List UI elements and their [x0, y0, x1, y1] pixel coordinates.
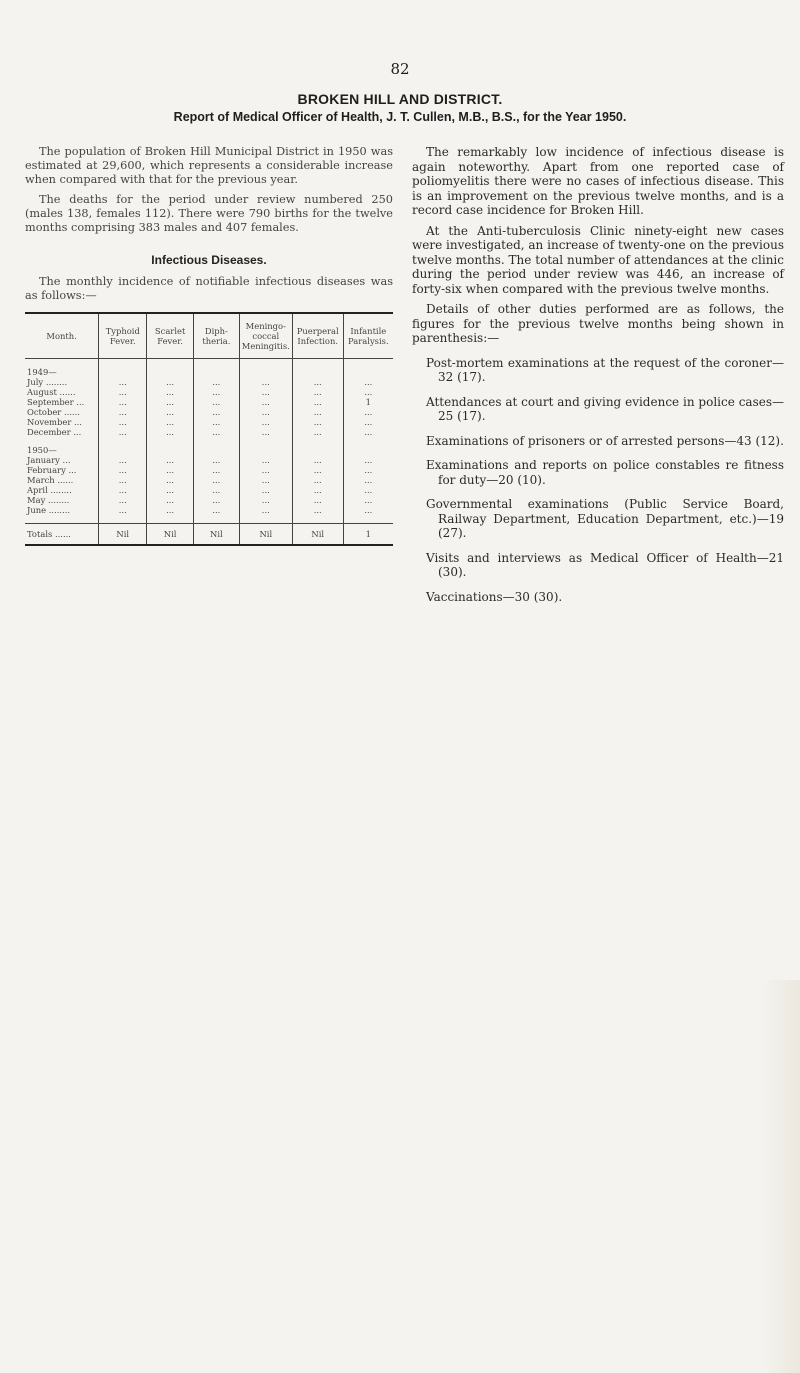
value-cell: ...	[239, 377, 292, 387]
table-row	[25, 465, 393, 475]
table-row	[25, 475, 393, 485]
month-cell: April ........	[27, 485, 72, 495]
value-cell: ...	[193, 505, 239, 515]
value-cell: ...	[292, 475, 343, 485]
table-row	[25, 455, 393, 465]
value-cell: ...	[239, 397, 292, 407]
value-cell: ...	[193, 455, 239, 465]
value-cell: ...	[239, 485, 292, 495]
value-cell: ...	[147, 475, 194, 485]
header-paralysis: Infantile Paralysis.	[343, 313, 393, 359]
value-cell: ...	[343, 417, 393, 427]
value-cell: ...	[193, 417, 239, 427]
table-row	[25, 505, 393, 515]
value-cell: ...	[147, 377, 194, 387]
table-year-row	[25, 367, 393, 377]
value-cell: ...	[343, 475, 393, 485]
month-cell: March ......	[27, 475, 74, 485]
value-cell: ...	[239, 407, 292, 417]
value-cell: ...	[239, 495, 292, 505]
value-cell: ...	[343, 407, 393, 417]
value-cell: ...	[292, 485, 343, 495]
value-cell: ...	[193, 397, 239, 407]
value-cell: ...	[239, 387, 292, 397]
value-cell: ...	[147, 465, 194, 475]
value-cell: ...	[343, 495, 393, 505]
incidence-intro-paragraph: The monthly incidence of notifiable infectious diseases was as follows:—	[25, 275, 393, 302]
totals-label: Totals ......	[25, 524, 99, 546]
value-cell: ...	[147, 495, 194, 505]
value-cell: ...	[147, 455, 194, 465]
total-cell: 1	[343, 524, 393, 546]
table-year-row	[25, 445, 393, 455]
value-cell: ...	[193, 485, 239, 495]
value-cell: ...	[343, 387, 393, 397]
duty-item: Vaccinations—30 (30).	[426, 589, 563, 604]
table-row	[25, 387, 393, 397]
value-cell: ...	[343, 465, 393, 475]
document-title: BROKEN HILL AND DISTRICT.	[297, 91, 503, 107]
header-puerperal: Puerperal Infection.	[292, 313, 343, 359]
month-cell: August ......	[27, 387, 76, 397]
value-cell: ...	[292, 505, 343, 515]
incidence-table	[25, 312, 393, 546]
duty-item: Examinations of prisoners or of arrested persons—43 (12).	[426, 433, 784, 448]
duty-item: Examinations and reports on police constables re fitness for duty—20 (10).	[426, 458, 784, 487]
value-cell: ...	[239, 417, 292, 427]
value-cell: ...	[343, 485, 393, 495]
incidence-remark-paragraph: The remarkably low incidence of infectious disease is again noteworthy. Apart from one reported case of poliomyelitis there were no cases of infectious disease. This is an improvement on the previous twelve months, and is a record case incidence for Broken Hill.	[412, 145, 784, 217]
document-subtitle: Report of Medical Officer of Health, J. T. Cullen, M.B., B.S., for the Year 1950.	[173, 110, 627, 124]
duty-item: Visits and interviews as Medical Officer of Health—21 (30).	[426, 550, 784, 579]
value-cell: ...	[292, 397, 343, 407]
value-cell: ...	[292, 495, 343, 505]
value-cell: ...	[147, 427, 194, 437]
value-cell: ...	[343, 377, 393, 387]
value-cell: ...	[239, 465, 292, 475]
value-cell: ...	[292, 427, 343, 437]
value-cell: ...	[147, 485, 194, 495]
total-cell: Nil	[292, 524, 343, 546]
month-cell: February ...	[27, 465, 77, 475]
total-cell: Nil	[99, 524, 147, 546]
value-cell: ...	[99, 455, 147, 465]
value-cell: ...	[343, 455, 393, 465]
header-month: Month.	[25, 313, 99, 359]
duty-item: Governmental examinations (Public Service Board, Railway Department, Education Department, etc.)—19 (27).	[426, 497, 784, 540]
value-cell: ...	[147, 407, 194, 417]
value-cell: ...	[99, 387, 147, 397]
month-cell: December ...	[27, 427, 82, 437]
value-cell: ...	[99, 485, 147, 495]
year-label: 1949—	[27, 367, 57, 377]
month-cell: May ........	[27, 495, 70, 505]
value-cell: ...	[193, 377, 239, 387]
value-cell: 1	[343, 397, 393, 407]
value-cell: ...	[99, 427, 147, 437]
value-cell: ...	[292, 407, 343, 417]
value-cell: ...	[239, 455, 292, 465]
year-label: 1950—	[27, 445, 57, 455]
value-cell: ...	[193, 387, 239, 397]
month-cell: June ........	[27, 505, 71, 515]
header-meningitis: Meningo-coccal Meningitis.	[239, 313, 292, 359]
totals-row	[25, 524, 393, 546]
value-cell: ...	[343, 505, 393, 515]
month-cell: November ...	[27, 417, 82, 427]
header-scarlet: Scarlet Fever.	[147, 313, 194, 359]
table-row	[25, 397, 393, 407]
value-cell: ...	[193, 427, 239, 437]
value-cell: ...	[292, 387, 343, 397]
table-row	[25, 407, 393, 417]
value-cell: ...	[99, 407, 147, 417]
table-header-row	[25, 313, 393, 359]
value-cell: ...	[147, 387, 194, 397]
tuberculosis-clinic-paragraph: At the Anti-tuberculosis Clinic ninety-eight new cases were investigated, an increase of twenty-one on the previous twelve months. The total number of attendances at the clinic during the period under review was 446, an increase of forty-six when compared with the previous twelve months.	[412, 223, 784, 296]
value-cell: ...	[193, 465, 239, 475]
value-cell: ...	[193, 495, 239, 505]
value-cell: ...	[147, 505, 194, 515]
paper-stain	[762, 980, 800, 1373]
population-paragraph: The population of Broken Hill Municipal District in 1950 was estimated at 29,600, which represents a considerable increase when compared with that for the previous year.	[25, 145, 393, 186]
value-cell: ...	[193, 407, 239, 417]
value-cell: ...	[239, 505, 292, 515]
total-cell: Nil	[193, 524, 239, 546]
value-cell: ...	[99, 397, 147, 407]
table-row	[25, 377, 393, 387]
month-cell: January ...	[27, 455, 71, 465]
table-row	[25, 495, 393, 505]
value-cell: ...	[99, 377, 147, 387]
month-cell: July ........	[27, 377, 68, 387]
total-cell: Nil	[239, 524, 292, 546]
value-cell: ...	[292, 455, 343, 465]
table-row	[25, 427, 393, 437]
other-duties-intro: Details of other duties performed are as follows, the figures for the previous twelve months being shown in parenthesis:—	[412, 302, 784, 345]
table-row	[25, 417, 393, 427]
left-column	[25, 145, 393, 309]
duty-item: Post-mortem examinations at the request of the coroner—32 (17).	[426, 355, 784, 384]
header-typhoid: Typhoid Fever.	[99, 313, 147, 359]
month-cell: September ...	[27, 397, 85, 407]
page-number: 82	[390, 60, 410, 78]
value-cell: ...	[99, 417, 147, 427]
total-cell: Nil	[147, 524, 194, 546]
right-column	[412, 145, 784, 610]
value-cell: ...	[147, 417, 194, 427]
value-cell: ...	[147, 397, 194, 407]
value-cell: ...	[292, 465, 343, 475]
value-cell: ...	[99, 505, 147, 515]
value-cell: ...	[99, 465, 147, 475]
deaths-paragraph: The deaths for the period under review numbered 250 (males 138, females 112). There were 790 births for the twelve months comprising 383 males and 407 females.	[25, 193, 393, 234]
value-cell: ...	[292, 417, 343, 427]
value-cell: ...	[239, 475, 292, 485]
value-cell: ...	[99, 475, 147, 485]
header-diphtheria: Diph-theria.	[193, 313, 239, 359]
duty-item: Attendances at court and giving evidence in police cases—25 (17).	[426, 394, 784, 423]
section-heading-infectious-diseases: Infectious Diseases.	[151, 253, 267, 267]
value-cell: ...	[292, 377, 343, 387]
value-cell: ...	[99, 495, 147, 505]
table-row	[25, 485, 393, 495]
value-cell: ...	[239, 427, 292, 437]
value-cell: ...	[343, 427, 393, 437]
month-cell: October ......	[27, 407, 80, 417]
value-cell: ...	[193, 475, 239, 485]
